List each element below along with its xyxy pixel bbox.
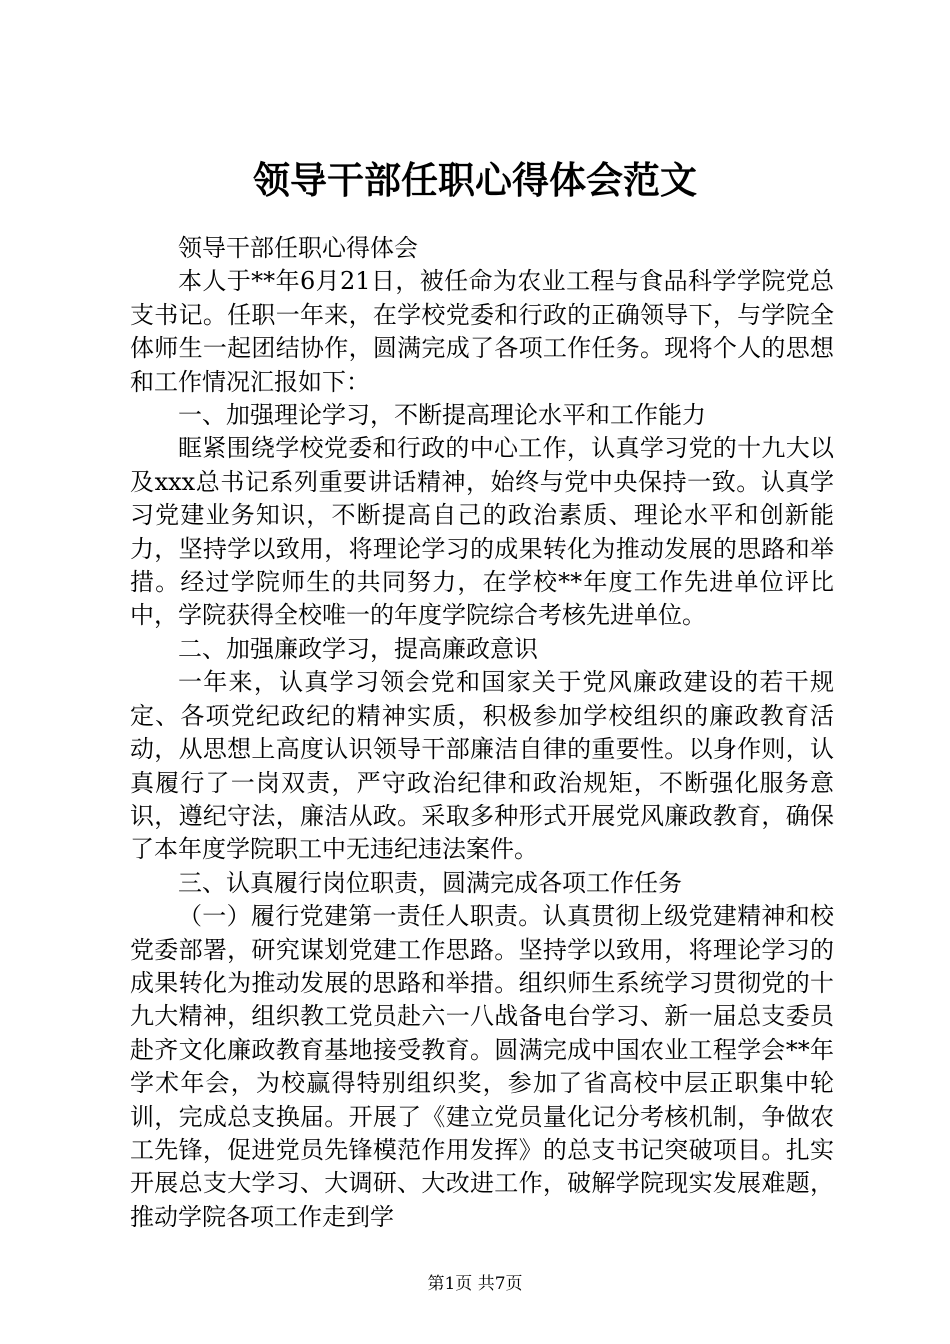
section-heading-1: 一、加强理论学习，不断提高理论水平和工作能力 xyxy=(178,401,706,430)
subtitle-paragraph: 领导干部任职心得体会 xyxy=(178,234,418,262)
document-title: 领导干部任职心得体会范文 xyxy=(253,158,697,202)
section-1-paragraph: 眶紧围绕学校党委和行政的中心工作，认真学习党的十九大以及xxx总书记系列重要讲话精神，始终与党中央保持一致。认真学习党建业务知识，不断提高自己的政治素质、理论水平和创新能力，坚持学以致用，将理论学习的成果转化为推动发展的思路和举措。经过学院师生的共同努力，在学校**年度工作先进单位评比中，学院获得全校唯一的年度学院综合考核先进单位。 xyxy=(130,434,834,630)
section-3-paragraph: （一）履行党建第一责任人职责。认真贯彻上级党建精神和校党委部署，研究谋划党建工作思路。坚持学以致用，将理论学习的成果转化为推动发展的思路和举措。组织师生系统学习贯彻党的十九大精神，组织教工党员赴六一八战备电台学习、新一届总支委员赴齐文化廉政教育基地接受教育。圆满完成中国农业工程学会**年学术年会，为校赢得特别组织奖，参加了省高校中层正职集中轮训，完成总支换届。开展了《建立党员量化记分考核机制，争做农工先锋，促进党员先锋模范作用发挥》的总支书记突破项目。扎实开展总支大学习、大调研、大改进工作，破解学院现实发展难题，推动学院各项工作走到学 xyxy=(130,902,834,1231)
section-heading-2: 二、加强廉政学习，提高廉政意识 xyxy=(178,634,538,663)
section-heading-3: 三、认真履行岗位职责，圆满完成各项工作任务 xyxy=(178,868,682,897)
intro-paragraph: 本人于**年6月21日，被任命为农业工程与食品科学学院党总支书记。任职一年来，在学校党委和行政的正确领导下，与学院全体师生一起团结协作，圆满完成了各项工作任务。现将个人的思想和工作情况汇报如下： xyxy=(130,267,834,396)
section-2-paragraph: 一年来，认真学习领会党和国家关于党风廉政建设的若干规定、各项党纪政纪的精神实质，积极参加学校组织的廉政教育活动，从思想上高度认识领导干部廉洁自律的重要性。以身作则，认真履行了一岗双责，严守政治纪律和政治规矩，不断强化服务意识，遵纪守法，廉洁从政。采取多种形式开展党风廉政教育，确保了本年度学院职工中无违纪违法案件。 xyxy=(130,668,834,864)
document-body xyxy=(130,232,834,1234)
page-number-footer: 第1页 共7页 xyxy=(427,1274,523,1294)
